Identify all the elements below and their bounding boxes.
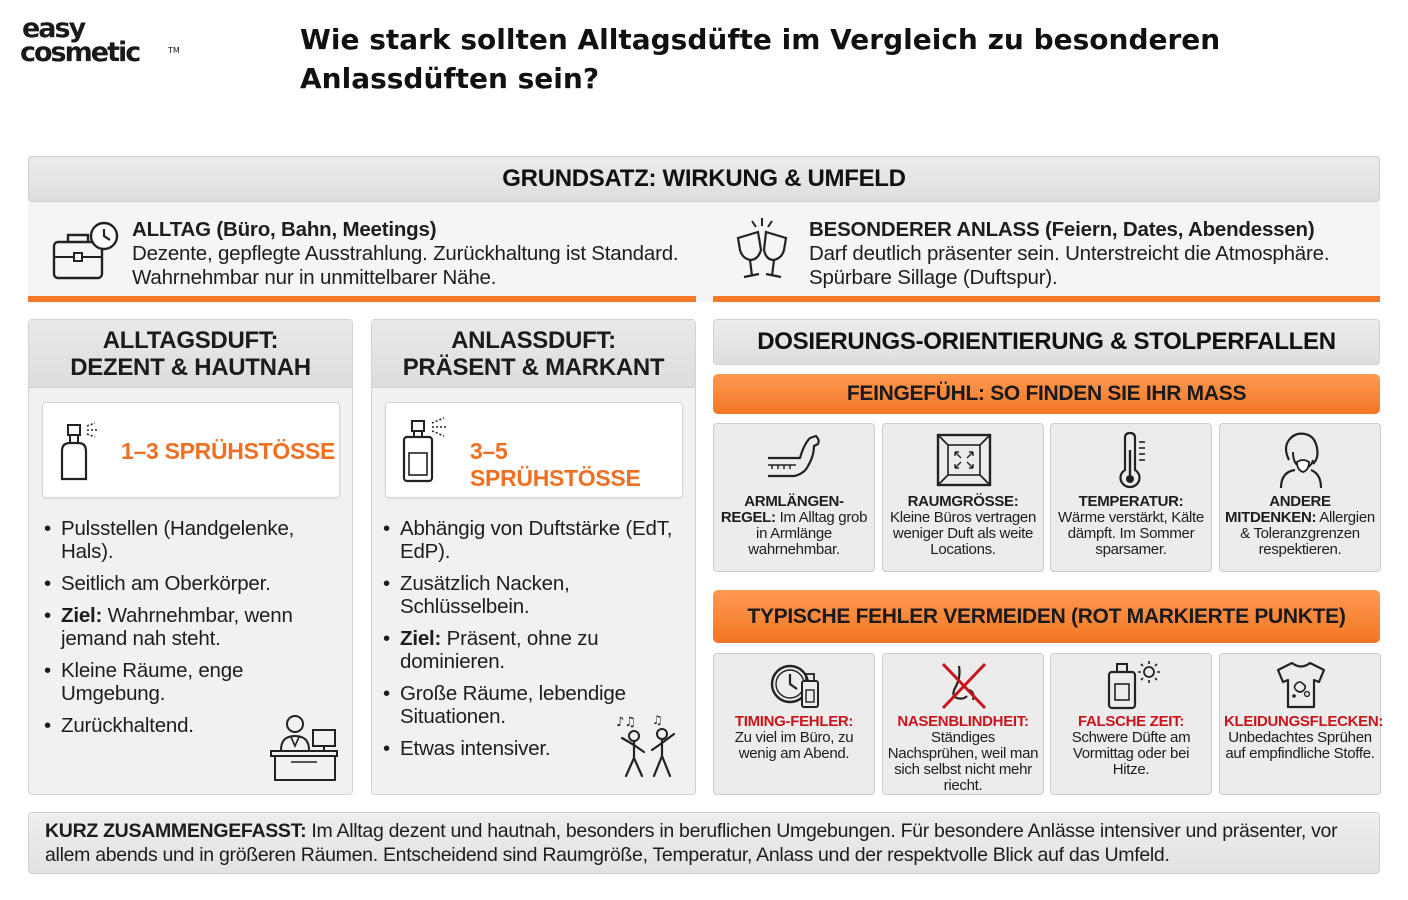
error-card-clothing-stains [1219,653,1384,795]
error-text: FALSCHE ZEIT: Schwere Düfte am Vormittag oder bei Hitze. [1071,713,1191,778]
principle-band [28,202,1380,302]
tip-card-arm-length [713,423,875,572]
everyday-card-title-1: ALLTAGSDUFT: [102,326,279,354]
everyday-accent-line [28,296,696,302]
tip-text: ARMLÄNGEN-REGEL: Im Alltag grob in Armlänge wahrnehmbar. [720,493,868,558]
occasion-spray-count: 3–5 SPRÜHSTÖSSE [470,438,641,491]
tip-text: RAUMGRÖSSE: Kleine Büros vertragen weniger Duft als weite Locations. [890,493,1036,558]
principle-heading [28,156,1380,202]
everyday-principle-heading: ALLTAG (Büro, Bahn, Meetings) [132,218,437,241]
perfume-bottle-icon [398,415,458,487]
error-card-timing [713,653,875,795]
error-text: TIMING-FEHLER: Zu viel im Büro, zu wenig am Abend. [734,713,854,762]
list-item: • Etwas intensiver. [383,737,693,760]
tips-heading [713,374,1380,414]
list-item: • Pulsstellen (Handgelenke, Hals). [44,517,349,563]
error-text: KLEIDUNGSFLECKEN: Unbedachtes Sprühen auf empfindliche Stoffe. [1224,713,1384,762]
stained-shirt-icon [1274,660,1328,710]
summary-text: Im Alltag dezent und hautnah, besonders in beruflichen Umgebungen. Für besondere Anlässe intensiver und präsenter, vor allem abends und in größeren Räumen. Entscheidend sind Raumgröße, Temperatur, Anlass und der respektvolle Blick auf das Umfeld. [45,820,1338,866]
brand-line-2: cosmetic [20,37,140,68]
list-item: • Seitlich am Oberkörper. [44,572,349,595]
occasion-principle-line-1: Darf deutlich präsenter sein. Unterstreicht die Atmosphäre. [809,242,1330,265]
page-title: Wie stark sollten Alltagsdüfte im Vergleich zu besonderen Anlassdüften sein? [300,23,1221,95]
tip-text: TEMPERATUR: Wärme verstärkt, Kälte dämpft. Im Sommer sparsamer. [1058,493,1204,558]
everyday-card-header [29,320,352,388]
dosing-heading [713,319,1380,365]
tips-heading-text: FEINGEFÜHL: SO FINDEN SIE IHR MASS [846,382,1247,405]
occasion-principle-line-2: Spürbare Sillage (Duftspur). [809,266,1058,289]
occasion-card [371,319,696,795]
dancing-people-icon [612,712,684,784]
everyday-principle-text [132,218,712,290]
tip-card-consider-others [1219,423,1381,572]
dosing-heading-text: DOSIERUNGS-ORIENTIERUNG & STOLPERFALLEN [757,328,1336,355]
everyday-spray-count: 1–3 SPRÜHSTÖSSE [121,438,336,464]
summary-label: KURZ ZUSAMMENGEFASST: [45,820,307,842]
brand-trademark: TM [168,46,180,55]
everyday-card [28,319,353,795]
error-card-nose-blindness [882,653,1044,795]
list-item: • Abhängig von Duftstärke (EdT, EdP). [383,517,693,563]
svg-text:♪♫: ♪♫ [616,715,636,730]
list-item: • Kleine Räume, enge Umgebung. [44,659,349,705]
everyday-card-title-2: DEZENT & HAUTNAH [70,353,311,381]
list-item: • Zusätzlich Nacken, Schlüsselbein. [383,572,693,618]
list-item: • Große Räume, lebendige Situationen. [383,682,693,728]
everyday-spray-box [42,402,340,498]
errors-heading [713,590,1380,643]
clock-bottle-icon [768,660,824,712]
thermometer-icon [1115,430,1149,490]
list-item: • Zurückhaltend. [44,714,349,737]
svg-text:♫: ♫ [652,713,663,727]
tip-text: ANDERE MITDENKEN: Allergien & Toleranzgrenzen respektieren. [1225,493,1375,558]
bottle-sun-icon [1105,658,1161,712]
occasion-card-title-1: ANLASSDUFT: [451,326,616,354]
tip-card-room-size [882,423,1044,572]
summary-box [28,812,1380,874]
everyday-principle-line-2: Wahrnehmbar nur in unmittelbarer Nähe. [132,266,497,289]
champagne-glasses-icon [728,216,798,286]
occasion-spray-box [385,402,683,498]
list-item: • Ziel: Präsent, ohne zu dominieren. [383,627,693,673]
list-item: • Ziel: Wahrnehmbar, wenn jemand nah steht. [44,604,349,650]
occasion-card-title-2: PRÄSENT & MARKANT [402,353,665,381]
person-sneezing-icon [1275,430,1327,490]
principle-heading-text: GRUNDSATZ: WIRKUNG & UMFELD [502,165,906,192]
occasion-accent-line [713,296,1380,302]
tip-card-temperature [1050,423,1212,572]
error-text: NASENBLINDHEIT: Ständiges Nachsprühen, weil man sich selbst nicht mehr riecht. [887,713,1039,794]
errors-heading-text: TYPISCHE FEHLER VERMEIDEN (ROT MARKIERTE PUNKTE) [747,604,1346,628]
brand-line-1: easy [22,13,85,44]
room-size-icon [935,432,993,488]
occasion-card-header [372,320,695,388]
error-card-wrong-time [1050,653,1212,795]
everyday-principle-line-1: Dezente, gepflegte Ausstrahlung. Zurückhaltung ist Standard. [132,242,679,265]
occasion-principle-text [809,218,1379,290]
spray-bottle-icon [57,417,109,485]
office-worker-icon [269,712,341,782]
brand-logo [20,14,190,72]
arm-icon [764,432,826,492]
crossed-nose-icon [939,660,989,712]
occasion-principle-heading: BESONDERER ANLASS (Feiern, Dates, Abendessen) [809,218,1315,241]
